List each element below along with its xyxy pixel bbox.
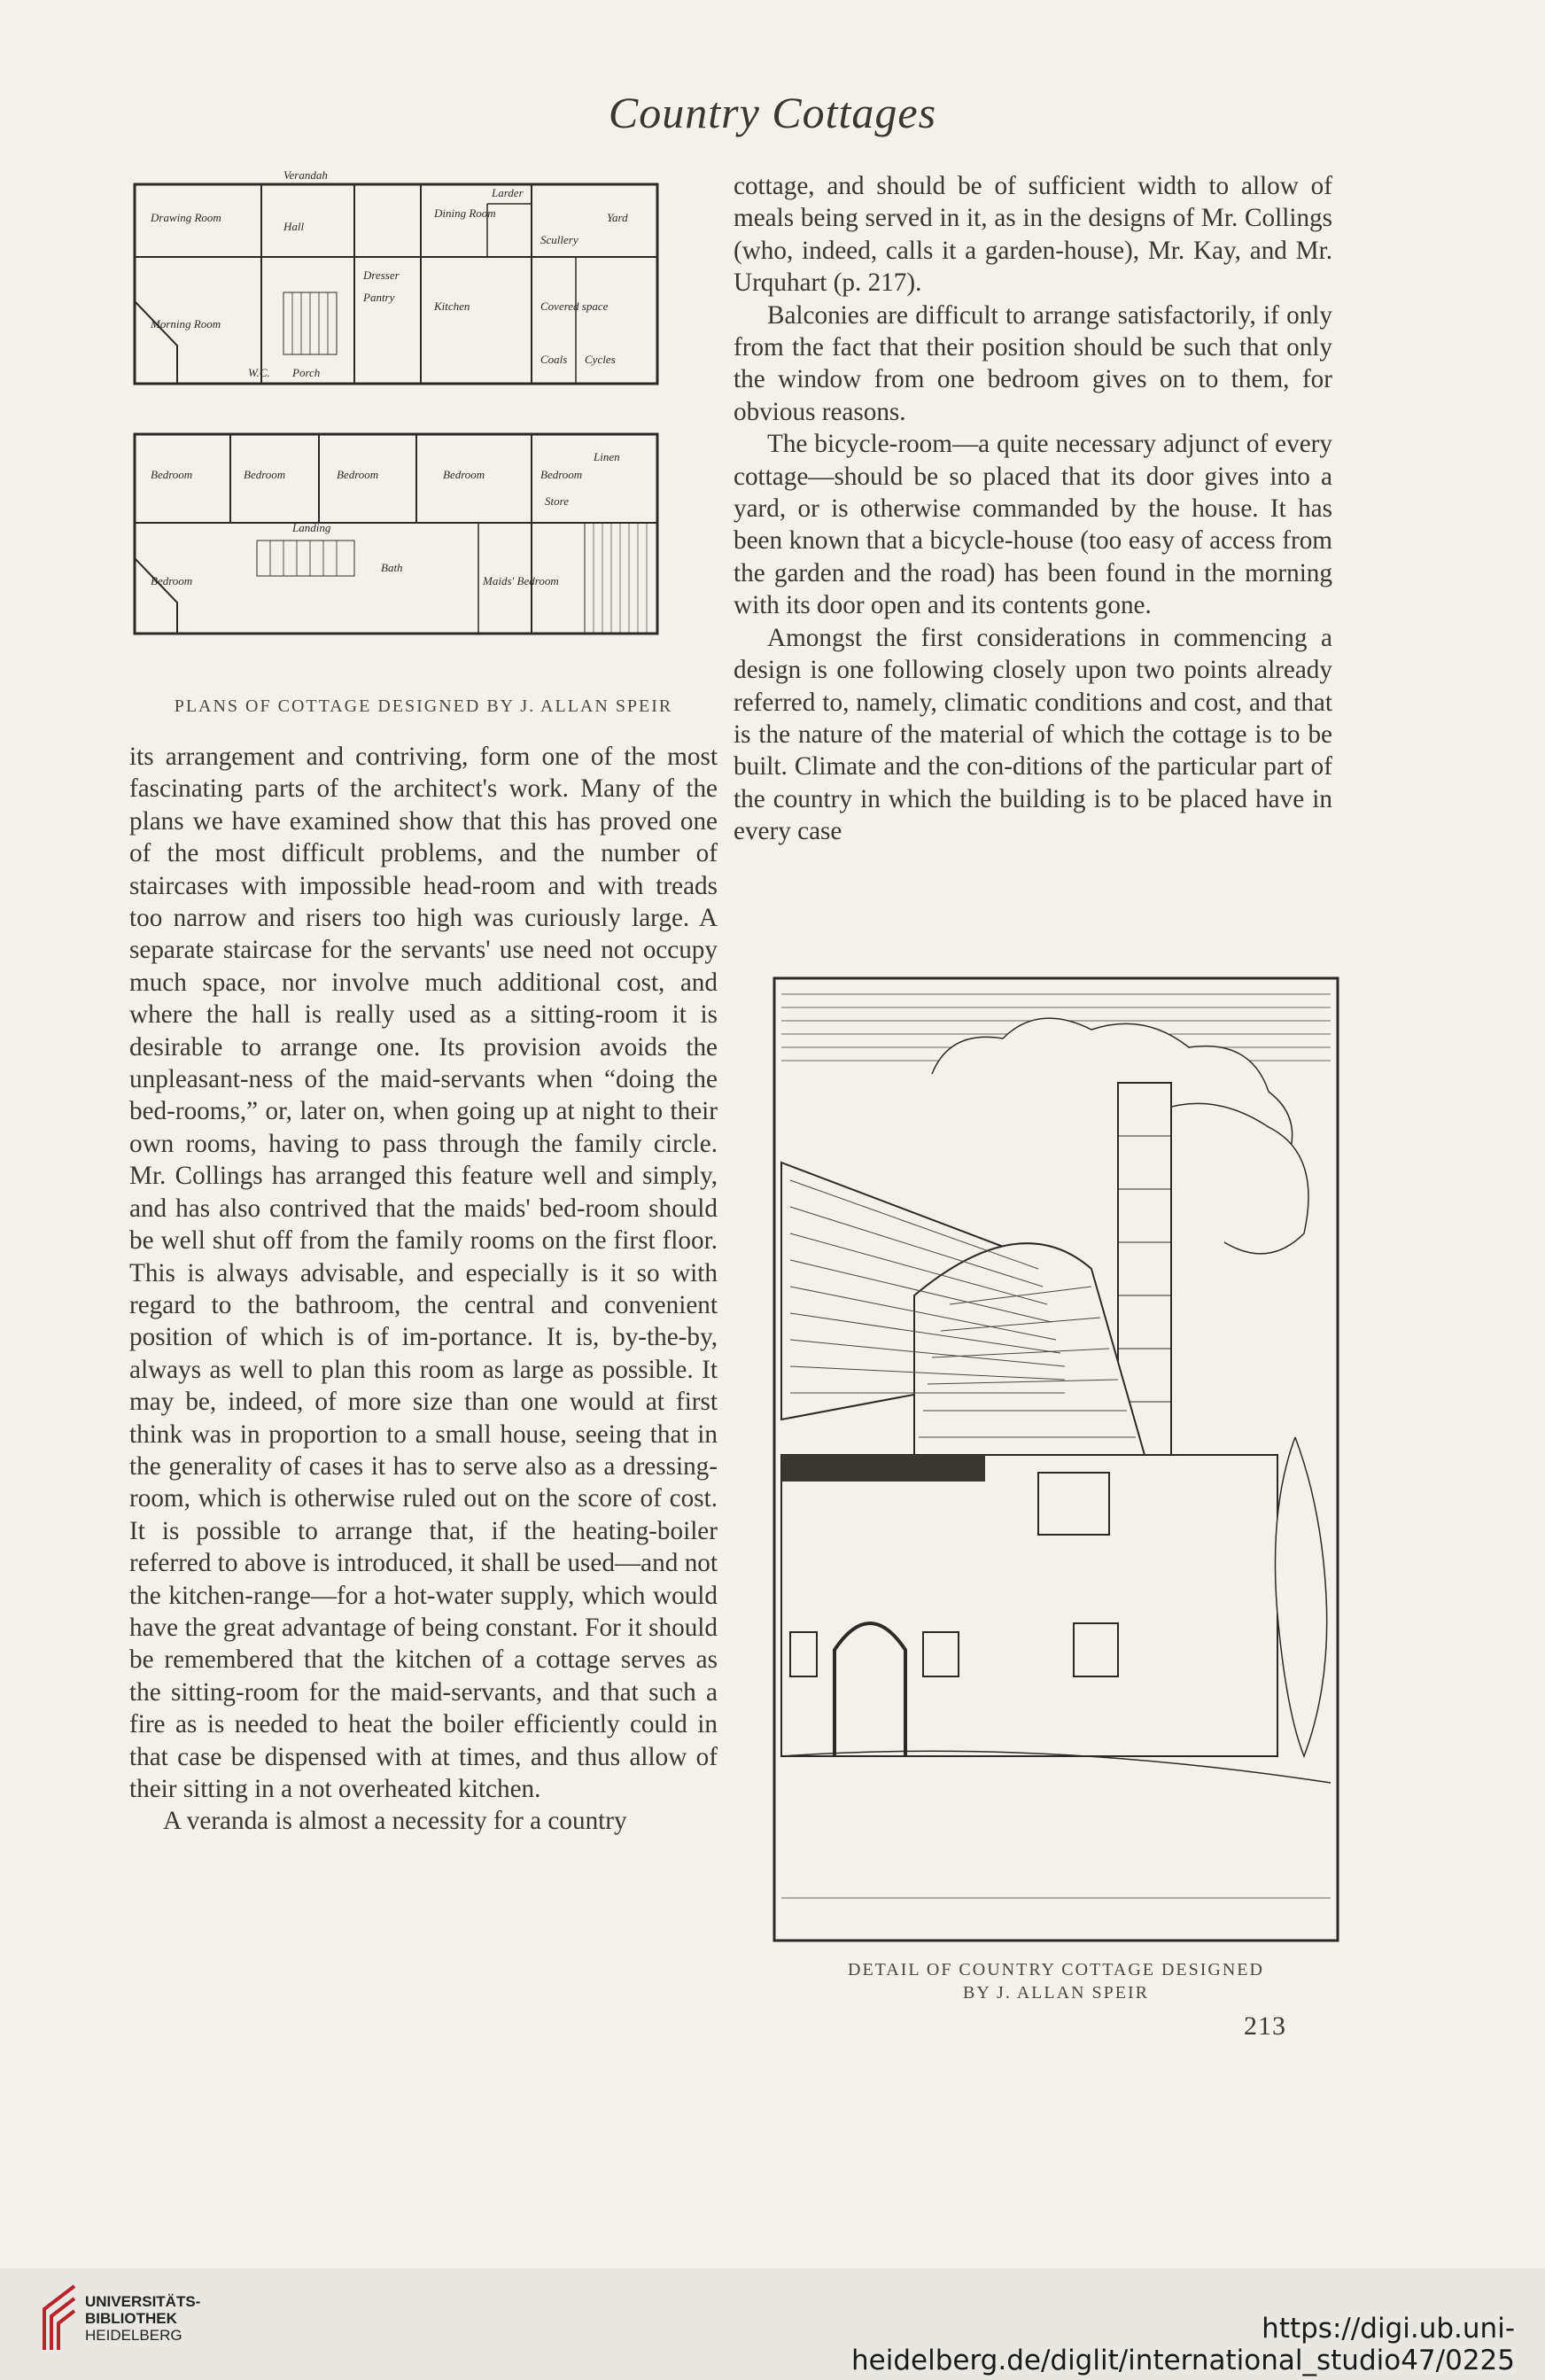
page-number: 213 bbox=[1244, 2011, 1286, 2041]
label-pantry: Pantry bbox=[363, 291, 395, 304]
label-bedroom-5: Bedroom bbox=[540, 468, 583, 481]
right-column bbox=[734, 170, 1332, 848]
running-head: Country Cottages bbox=[608, 88, 937, 137]
label-dining-room: Dining Room bbox=[434, 206, 496, 220]
label-cycles: Cycles bbox=[585, 353, 616, 366]
source-url-link[interactable]: https://digi.ub.uni-heidelberg.de/diglit/international_studio47/0225 bbox=[851, 2313, 1515, 2376]
label-covered-space: Covered space bbox=[540, 299, 609, 313]
label-larder: Larder bbox=[492, 186, 524, 199]
cottage-detail-drawing bbox=[772, 976, 1339, 1942]
label-maids-bedroom: Maids' Bedroom bbox=[483, 574, 559, 587]
label-bedroom-2: Bedroom bbox=[244, 468, 286, 481]
label-morning-room: Morning Room bbox=[151, 317, 221, 331]
label-verandah: Verandah bbox=[283, 168, 328, 182]
label-dresser: Dresser bbox=[363, 268, 400, 282]
paragraph: Balconies are difficult to arrange satisfactorily, if only from the fact that their position should be such that only the window from one bedroom gives on to them, for obvious reasons. bbox=[734, 300, 1332, 426]
label-hall: Hall bbox=[283, 220, 305, 233]
label-scullery: Scullery bbox=[540, 233, 578, 246]
floor-plans-figure bbox=[115, 168, 691, 669]
label-bedroom-6: Bedroom bbox=[151, 574, 193, 587]
detail-caption bbox=[772, 1958, 1339, 2004]
plans-caption: PLANS OF COTTAGE DESIGNED BY J. ALLAN SPEIR bbox=[174, 696, 673, 716]
label-porch: Porch bbox=[292, 366, 321, 379]
library-line2: BIBLIOTHEK bbox=[85, 2310, 177, 2327]
label-store: Store bbox=[545, 494, 569, 508]
label-bedroom-1: Bedroom bbox=[151, 468, 193, 481]
paragraph: cottage, and should be of sufficient width to allow of meals being served in it, as in the designs of Mr. Collings (who, indeed, calls it a garden-house), Mr. Kay, and Mr. Urquhart (p. 217). bbox=[734, 172, 1332, 298]
label-yard: Yard bbox=[607, 211, 628, 224]
label-coals: Coals bbox=[540, 353, 568, 366]
label-linen: Linen bbox=[594, 450, 620, 463]
label-drawing-room: Drawing Room bbox=[151, 211, 221, 224]
library-line1: UNIVERSITÄTS- bbox=[85, 2293, 201, 2310]
library-line3: HEIDELBERG bbox=[85, 2327, 182, 2344]
detail-caption-line2: BY J. ALLAN SPEIR bbox=[963, 1983, 1149, 2003]
library-name bbox=[85, 2293, 200, 2344]
paragraph: Amongst the first considerations in commencing a design is one following closely upon two points already referred to, namely, climatic conditions and cost, and that is the nature of the material of which the cottage is to be built. Climate and the con-ditions of the particular part of the country in which the building is to be placed have in every case bbox=[734, 623, 1332, 846]
label-bath: Bath bbox=[381, 561, 403, 574]
label-wc: W.C. bbox=[248, 366, 270, 379]
paragraph: its arrangement and contriving, form one of the most fascinating parts of the architect's work. Many of the plans we have examined show that this has proved one of the most difficult problems, and the number of staircases with impossible head-room and with treads too narrow and risers too high was curiously large. A separate staircase for the servants' use need not occupy much space, nor involve much additional cost, and where the hall is really used as a sitting-room it is desirable to arrange one. Its provision avoids the unpleasant-ness of the maid-servants when “doing the bed-rooms,” or, later on, when going up at night to their own rooms, having to pass through the family circle. Mr. Collings has arranged this feature well and simply, and has also contrived that the maids' bed-room should be well shut off from the family rooms on the first floor. This is always advisable, and especially is it so with regard to the bathroom, the central and convenient position of which is of im-portance. It is, by-the-by, always as well to plan this room as large as possible. It may be, indeed, of more size than one would at first think was in proportion to a small house, seeing that in the generality of cases it has to serve also as a dressing-room, which is otherwise ruled out on the score of cost. It is possible to arrange that, if the heating-boiler referred to above is introduced, it shall be used—and not the kitchen-range—for a hot-water supply, which would have the great advantage of being constant. For it should be remembered that the kitchen of a cottage serves as the sitting-room for the maid-servants, and that such a fire as is needed to heat the boiler efficiently could in that case be dispensed with at times, and thus allow of their sitting in a not overheated kitchen. bbox=[129, 743, 718, 1803]
label-bedroom-3: Bedroom bbox=[337, 468, 379, 481]
paragraph: A veranda is almost a necessity for a country bbox=[163, 1807, 627, 1836]
first-floor-outline bbox=[135, 434, 657, 634]
label-landing: Landing bbox=[292, 521, 331, 534]
library-logo-icon bbox=[39, 2283, 78, 2358]
detail-caption-line1: DETAIL OF COUNTRY COTTAGE DESIGNED bbox=[848, 1960, 1264, 1979]
paragraph: The bicycle-room—a quite necessary adjunct of every cottage—should be so placed that its door gives into a yard, or is otherwise commanded by the house. It has been known that a bicycle-house (too easy of access from the garden and the road) has been found in the morning with its door open and its contents gone. bbox=[734, 430, 1332, 620]
label-kitchen: Kitchen bbox=[434, 299, 470, 313]
left-column bbox=[129, 741, 718, 1838]
label-bedroom-4: Bedroom bbox=[443, 468, 485, 481]
